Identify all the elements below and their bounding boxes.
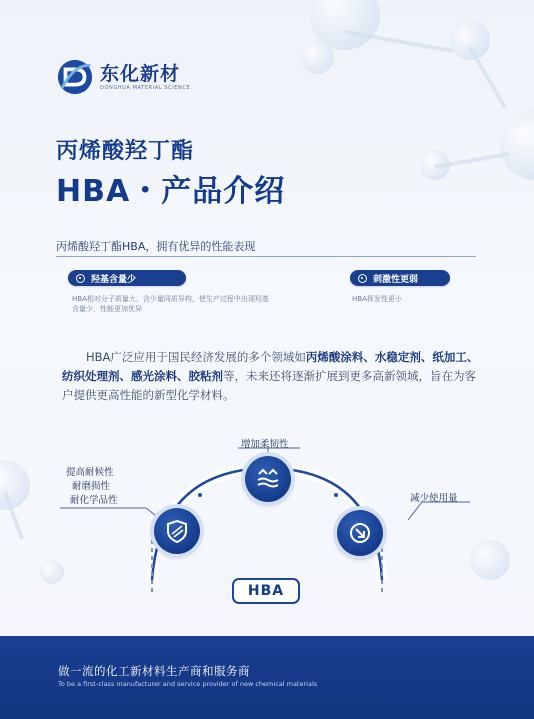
feature-badge-low-irritation xyxy=(350,270,450,286)
footer-slogan-cn: 做一流的化工新材料生产商和服务商 xyxy=(58,664,250,678)
product-title-cn: 丙烯酸羟丁酯 xyxy=(56,139,195,164)
feature-description: HBA挥发性更小 xyxy=(352,295,402,303)
application-paragraph xyxy=(62,348,482,405)
hba-center-label: HBA xyxy=(232,578,300,604)
benefit-label-left-1: 提高耐候性 xyxy=(66,467,114,478)
reduce-arrow-icon xyxy=(337,510,383,556)
brand-logo xyxy=(56,58,190,96)
feature-badge-low-hydroxyl xyxy=(68,270,186,286)
shield-icon xyxy=(154,508,200,554)
feature-label: 羟基含量少 xyxy=(91,274,137,285)
paragraph-highlight: 丙烯酸涂料、水稳定剂、纸加工、纺织处理剂、感光涂料、胶粘剂 xyxy=(62,350,479,383)
flexibility-icon xyxy=(245,456,291,502)
benefit-label-left-3: 耐化学品性 xyxy=(70,495,118,506)
footer-slogan-en: To be a first-class manufacturer and service provider of new chemical materials xyxy=(58,680,318,688)
circle-dot-icon xyxy=(76,274,85,283)
feature-description: HBA相对分子质量大，含少量同质异构，使生产过程中出现羟基含量少，性能更加优异 xyxy=(72,295,269,313)
paragraph-text: HBA广泛应用于国民经济发展的多个领域如 xyxy=(86,350,306,364)
paragraph-text: 等，未来还将逐渐扩展到更多高新领域，旨在为客户提供更高性能的新型化学材料。 xyxy=(62,369,476,402)
feature-label: 刺激性更弱 xyxy=(373,274,419,285)
page-title: HBA・产品介绍 xyxy=(56,174,286,209)
intro-heading: 丙烯酸羟丁酯HBA，拥有优异的性能表现 xyxy=(56,240,256,253)
brand-name-en: DONGHUA MATERIAL SCIENCE xyxy=(100,84,191,91)
circle-dot-icon xyxy=(358,274,367,283)
divider xyxy=(56,256,476,257)
footer-band xyxy=(0,636,534,719)
benefit-label-left-2: 耐磨损性 xyxy=(72,481,111,492)
brand-name-cn: 东化新材 xyxy=(100,62,181,85)
benefit-label-right: 减少使用量 xyxy=(410,493,458,504)
logo-mark-icon xyxy=(56,58,94,96)
benefit-label-top: 增加柔韧性 xyxy=(241,439,289,450)
